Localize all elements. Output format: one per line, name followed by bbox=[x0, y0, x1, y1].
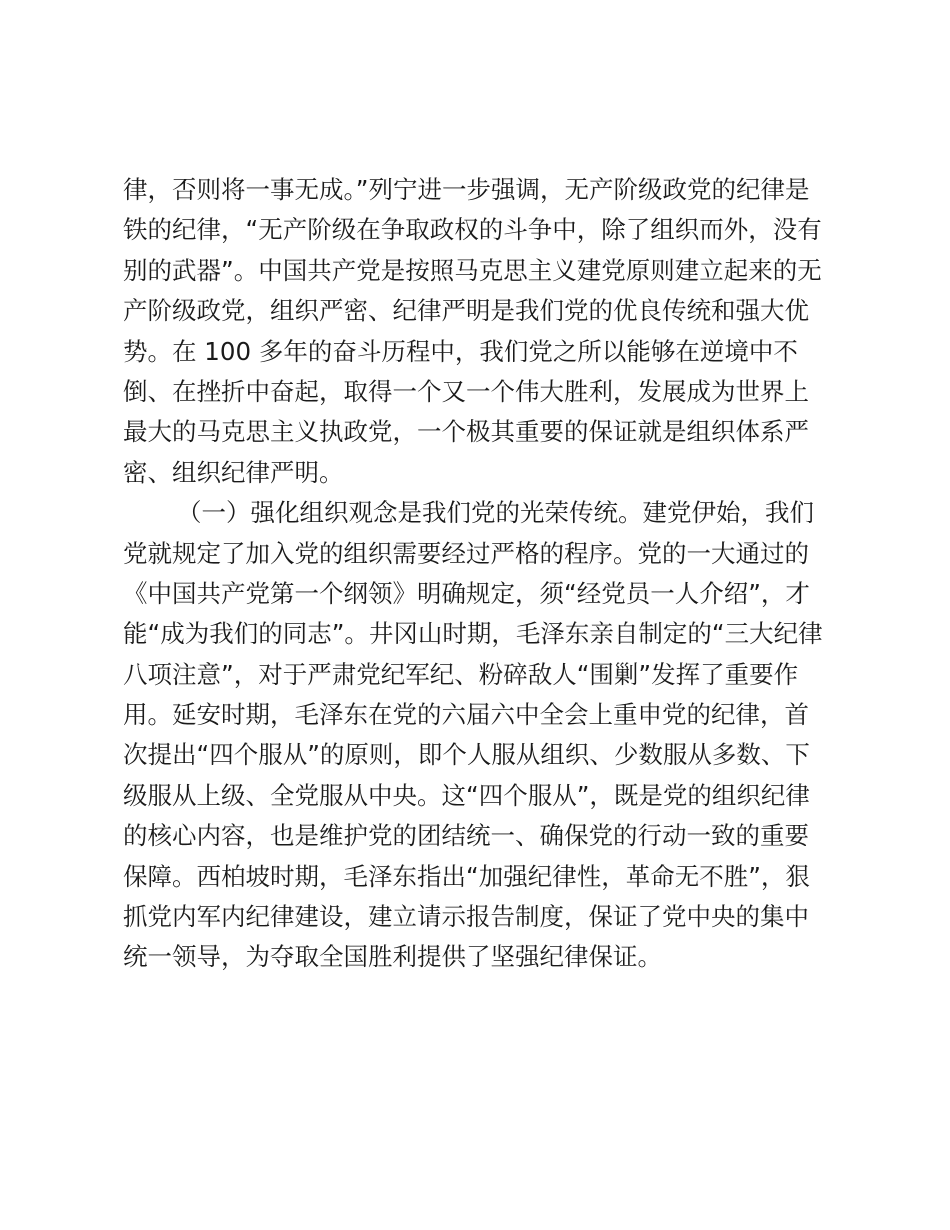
body-text bbox=[123, 170, 835, 978]
text-line: 产阶级政党，组织严密、纪律严明是我们党的优良传统和强大优 bbox=[123, 296, 809, 326]
text-line: 律，否则将一事无成。”列宁进一步强调，无产阶级政党的纪律是 bbox=[123, 175, 810, 204]
text-line: 用。延安时期，毛泽东在党的六届六中全会上重申党的纪律，首 bbox=[123, 700, 809, 730]
text-line: 党就规定了加入党的组织需要经过严格的程序。党的一大通过的 bbox=[123, 538, 809, 568]
text-line: 倒、在挫折中奋起，取得一个又一个伟大胜利，发展成为世界上 bbox=[123, 376, 809, 406]
text-line: 势。在 100 多年的奋斗历程中，我们党之所以能够在逆境中不 bbox=[123, 336, 798, 366]
text-line: 铁的纪律，“无产阶级在争取政权的斗争中，除了组织而外，没有 bbox=[123, 215, 822, 245]
text-line: 《中国共产党第一个纲领》明确规定，须“经党员一人介绍”，才 bbox=[123, 578, 810, 608]
text-line: 八项注意”，对于严肃党纪军纪、粉碎敌人“围剿”发挥了重要作 bbox=[123, 659, 799, 689]
text-line: 的核心内容，也是维护党的团结统一、确保党的行动一致的重要 bbox=[123, 821, 809, 851]
text-line: 次提出“四个服从”的原则，即个人服从组织、少数服从多数、下 bbox=[123, 740, 810, 770]
text-line: 保障。西柏坡时期，毛泽东指出“加强纪律性，革命无不胜”，狠 bbox=[123, 861, 810, 891]
section-heading-line: （一）强化组织观念是我们党的光荣传统。建党伊始，我们 bbox=[177, 498, 814, 528]
text-line: 别的武器”。中国共产党是按照马克思主义建党原则建立起来的无 bbox=[123, 255, 822, 285]
text-line: 抓党内军内纪律建设，建立请示报告制度，保证了党中央的集中 bbox=[123, 902, 809, 932]
text-line: 密、组织纪律严明。 bbox=[123, 457, 344, 487]
text-line: 级服从上级、全党服从中央。这“四个服从”，既是党的组织纪律 bbox=[123, 780, 810, 810]
text-line: 能“成为我们的同志”。井冈山时期，毛泽东亲自制定的“三大纪律 bbox=[123, 619, 823, 649]
text-line: 统一领导，为夺取全国胜利提供了坚强纪律保证。 bbox=[123, 942, 662, 972]
text-line: 最大的马克思主义执政党，一个极其重要的保证就是组织体系严 bbox=[123, 417, 809, 447]
